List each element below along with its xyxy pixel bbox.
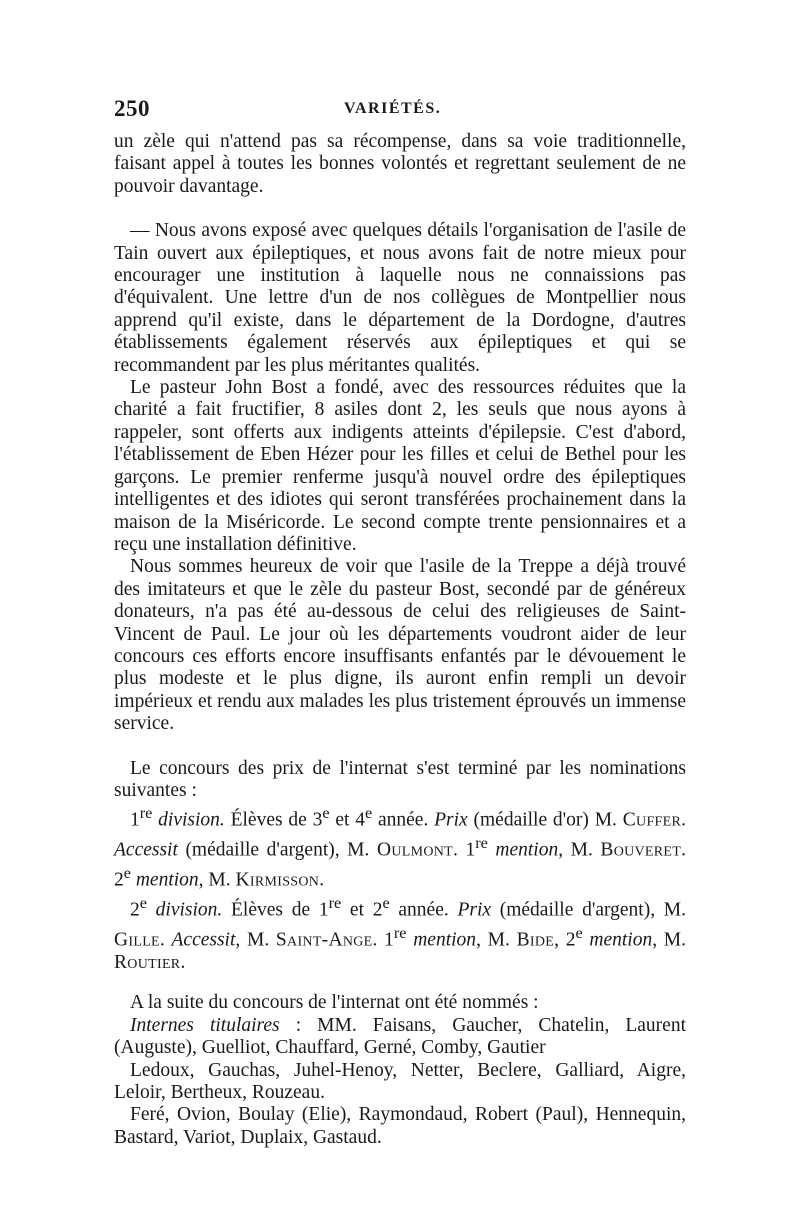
running-head: VARIÉTÉS. xyxy=(344,100,442,117)
paragraph-zele: un zèle qui n'attend pas sa récompense, dans sa voie traditionnelle, faisant appel à toutes les bonnes volontés et regrettant seulement de ne pouvoir davantage. xyxy=(114,131,686,197)
paragraph-internes-titulaires: Internes titulaires : MM. Faisans, Gaucher, Chatelin, Laurent (Auguste), Guelliot, Chauffard, Gerné, Comby, Gautier xyxy=(114,1014,686,1059)
laureate-name: Kirmisson xyxy=(235,869,320,891)
paragraph-asile-tain: — Nous avons exposé avec quelques détails l'organisation de l'asile de Tain ouvert aux épileptiques, et nous avons fait de notre mieux pour encourager une institution à laquelle nous ne connaissions pas d'équivalent. Une lettre d'un de nos collègues de Montpellier nous apprend qu'il existe, dans le département de la Dordogne, d'autres établissements également réservés aux épileptiques et qui se recommandent par les plus méritantes qualités. xyxy=(114,220,686,376)
laureate-name: Saint-Ange xyxy=(275,929,373,951)
laureate-name: Bide xyxy=(516,929,555,951)
paragraph-concours-prix: Le concours des prix de l'internat s'est terminé par les nominations suivantes : xyxy=(114,757,686,801)
paragraph-second-division: 2e division. Élèves de 1re et 2e année. Prix (médaille d'argent), M. Gille. Accessit, M. Saint-Ange. 1re mention, M. Bide, 2e mention, M. Routier. xyxy=(114,894,687,973)
laureate-name: Cuffer xyxy=(622,809,682,831)
laureate-name: Oulmont xyxy=(376,839,454,861)
paragraph-nommes: A la suite du concours de l'internat ont été nommés : xyxy=(130,992,539,1014)
paragraph-internes-list-3: Feré, Ovion, Boulay (Elie), Raymondaud, Robert (Paul), Hennequin, Bastard, Variot, Duplaix, Gastaud. xyxy=(114,1104,686,1148)
laureate-name: Bouveret xyxy=(600,839,682,861)
paragraph-first-division: 1re division. Élèves de 3e et 4e année. Prix (médaille d'or) M. Cuffer. Accessit (médaille d'argent), M. Oulmont. 1re mention, M. Bouveret. 2e mention, M. Kirmisson. xyxy=(114,804,686,891)
page-header xyxy=(114,96,686,126)
body-text xyxy=(114,131,686,1149)
page-number: 250 xyxy=(114,96,150,121)
laureate-name: Gille xyxy=(114,929,160,951)
paragraph-treppe: Nous sommes heureux de voir que l'asile de la Treppe a déjà trouvé des imitateurs et que le zèle du pasteur Bost, secondé par de généreux donateurs, n'a pas été au-dessous de celui des religieuses de Saint-Vincent de Paul. Le jour où les départements voudront aider de leur concours ces efforts encore insuffisants enfantés par le dévouement le plus modeste et le plus digne, ils auront enfin rempli un devoir impérieux et rendu aux malades les plus tristement éprouvés un immense service. xyxy=(114,556,686,735)
laureate-name: Routier xyxy=(114,951,181,973)
paragraph-internes-list-2: Ledoux, Gauchas, Juhel-Henoy, Netter, Beclere, Galliard, Aigre, Leloir, Bertheux, Rouzeau. xyxy=(114,1059,686,1103)
paragraph-pasteur-bost: Le pasteur John Bost a fondé, avec des ressources réduites que la charité a fait fructifier, 8 asiles dont 2, les seuls que nous ayons à rappeler, sont offerts aux indigents atteints d'épilepsie. C'est d'abord, l'établissement de Eben Hézer pour les filles et celui de Bethel pour les garçons. Le premier renferme jusqu'à nouvel ordre des épileptiques intelligentes et des idiotes qui seront transférées prochainement dans la maison de la Miséricorde. Le second compte trente pensionnaires et a reçu une installation définitive. xyxy=(114,377,686,555)
